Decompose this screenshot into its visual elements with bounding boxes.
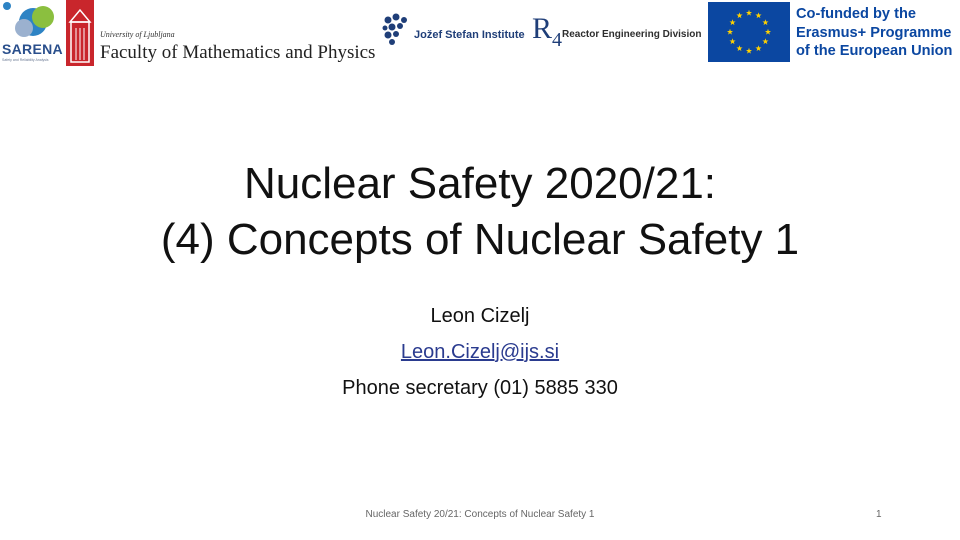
eu-star-icon: [730, 19, 736, 25]
eu-star-icon: [746, 48, 752, 54]
logo-bar: [0, 0, 960, 70]
sarena-subtitle: Safety and Reliability Analysis: [2, 58, 49, 62]
eu-flag: [708, 2, 790, 62]
university-name: University of Ljubljana: [100, 30, 175, 39]
author-name: Leon Cizelj: [430, 305, 530, 327]
ijs-dots-icon: [380, 12, 412, 52]
ijs-name: Jožef Stefan Institute: [414, 29, 525, 41]
eu-star-icon: [755, 12, 761, 18]
eu-star-icon: [762, 19, 768, 25]
sarena-logo: [0, 0, 70, 66]
eu-text: [796, 5, 952, 61]
author-block: [0, 298, 960, 406]
eu-star-icon: [762, 38, 768, 44]
fmf-logo: [66, 0, 378, 66]
eu-star-icon: [727, 29, 733, 35]
eu-star-icon: [730, 38, 736, 44]
footer-title: Nuclear Safety 20/21: Concepts of Nuclear Safety 1: [365, 509, 595, 520]
slide-title-line-2: (4) Concepts of Nuclear Safety 1: [160, 215, 800, 264]
r4-logo: [532, 12, 707, 56]
author-phone: Phone secretary (01) 5885 330: [342, 377, 618, 399]
eu-logo: [708, 2, 960, 64]
r4-mark: $R_4$: [532, 12, 563, 51]
sarena-circles-icon: [0, 0, 70, 42]
eu-line-3: of the European Union: [796, 43, 953, 59]
faculty-name: Faculty of Mathematics and Physics: [100, 42, 376, 63]
ijs-logo: [380, 12, 525, 52]
author-email-link[interactable]: Leon.Cizelj@ijs.si: [400, 341, 560, 363]
slide-title: [0, 156, 960, 268]
eu-star-icon: [736, 12, 742, 18]
eu-star-icon: [755, 45, 761, 51]
eu-star-icon: [736, 45, 742, 51]
slide-title-line-1: Nuclear Safety 2020/21:: [243, 159, 717, 208]
eu-star-icon: [765, 29, 771, 35]
page-number: 1: [876, 509, 882, 520]
university-building-icon: [68, 4, 92, 64]
r4-division-name: Reactor Engineering Division: [562, 29, 702, 40]
eu-line-1: Co-funded by the: [796, 6, 916, 22]
eu-star-icon: [746, 10, 752, 16]
eu-stars-icon: [708, 2, 790, 62]
eu-line-2: Erasmus+ Programme: [796, 24, 952, 41]
sarena-name: SARENA: [2, 41, 63, 57]
